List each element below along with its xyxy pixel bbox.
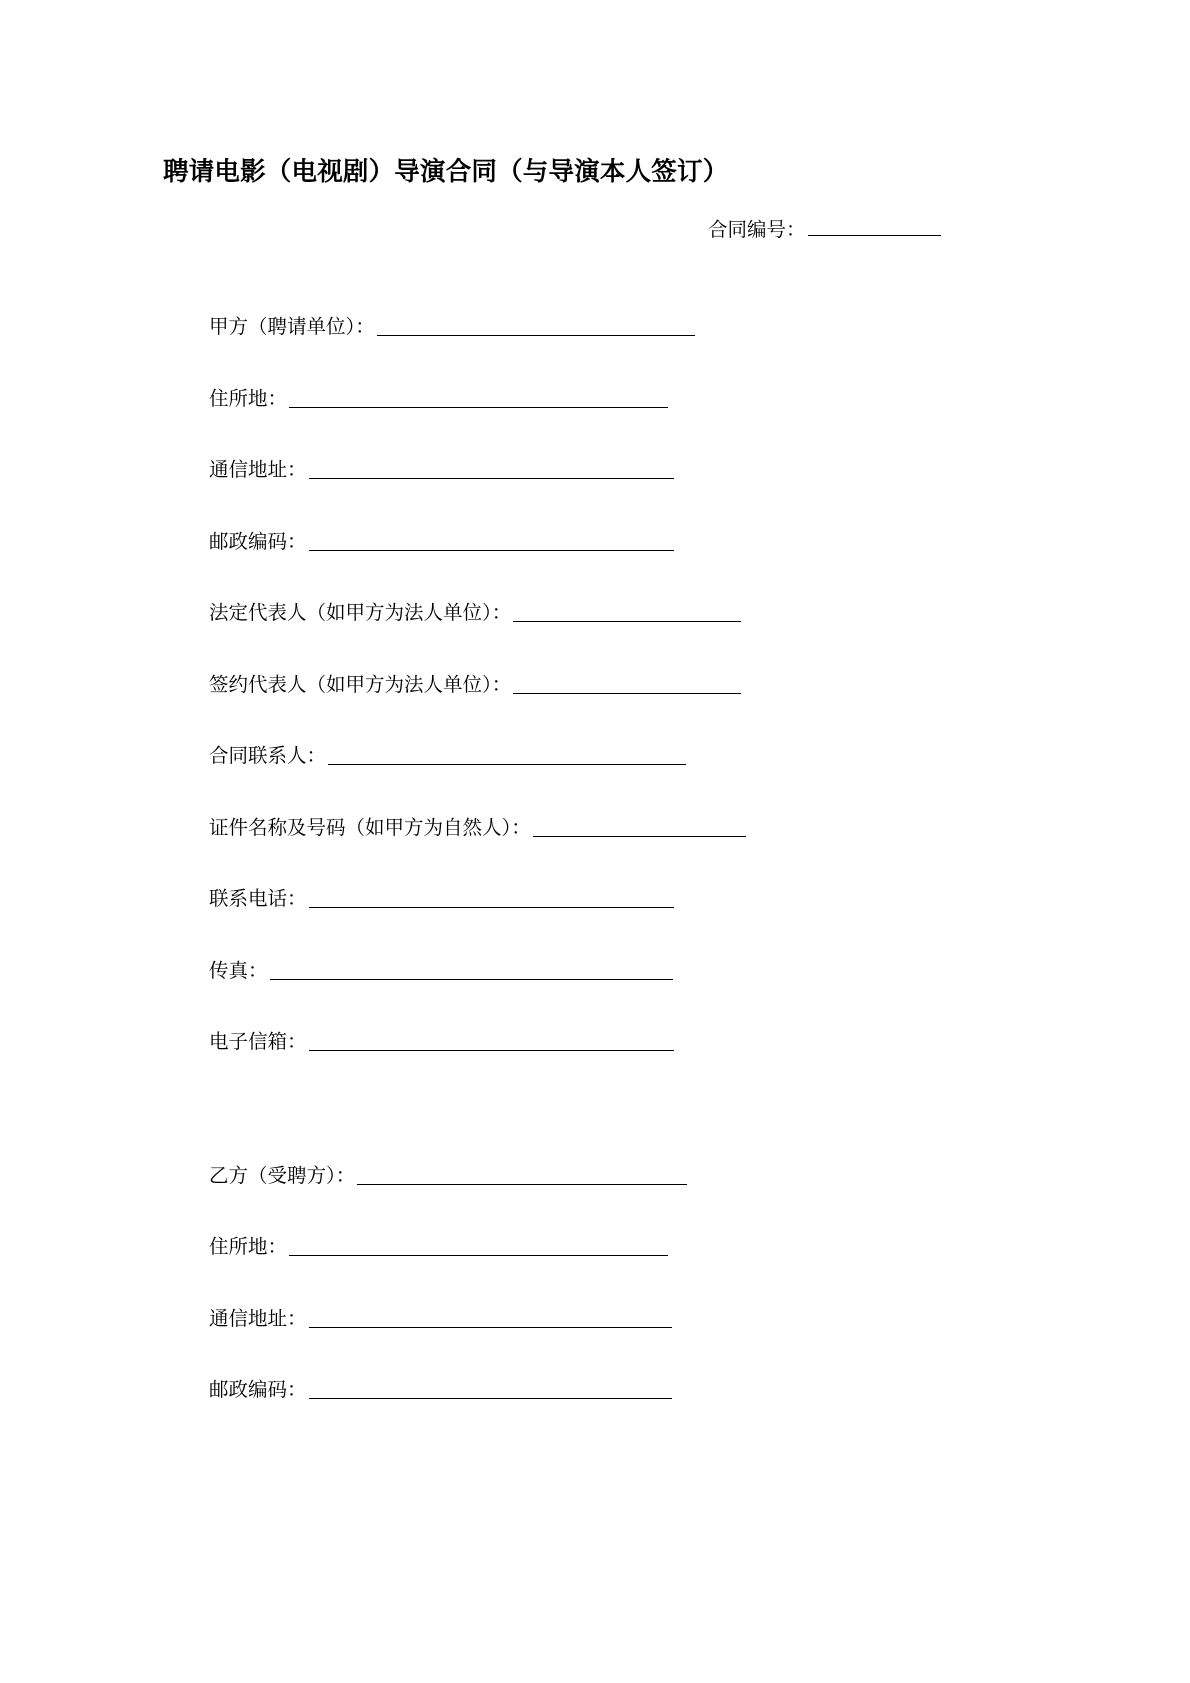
field-input[interactable] bbox=[328, 745, 686, 765]
field-label: 法定代表人（如甲方为法人单位）： bbox=[209, 602, 512, 624]
field-input[interactable] bbox=[309, 1031, 674, 1051]
field-row bbox=[209, 1031, 969, 1103]
field-input[interactable] bbox=[289, 1236, 668, 1256]
field-input[interactable] bbox=[357, 1165, 687, 1185]
field-label: 住所地： bbox=[209, 387, 288, 410]
field-label: 联系电话： bbox=[209, 888, 307, 910]
page-title: 聘请电影（电视剧）导演合同（与导演本人签订） bbox=[163, 157, 729, 187]
field-row bbox=[209, 888, 969, 960]
field-input[interactable] bbox=[309, 459, 674, 479]
form-fields bbox=[209, 316, 969, 1451]
field-row bbox=[209, 602, 969, 674]
field-input[interactable] bbox=[270, 960, 673, 980]
field-input[interactable] bbox=[377, 316, 695, 336]
contract-number-input[interactable] bbox=[808, 218, 941, 236]
party-b-field-group bbox=[209, 1165, 969, 1451]
field-row bbox=[209, 817, 969, 889]
party-a-field-group bbox=[209, 316, 969, 1103]
field-label: 通信地址： bbox=[209, 1307, 307, 1330]
contract-number-row bbox=[708, 218, 941, 242]
field-row bbox=[209, 960, 969, 1032]
field-row bbox=[209, 459, 969, 531]
field-label: 住所地： bbox=[209, 1236, 288, 1258]
field-label: 乙方（受聘方）： bbox=[209, 1164, 356, 1187]
field-label: 签约代表人（如甲方为法人单位）： bbox=[209, 673, 512, 696]
field-label: 甲方（聘请单位）： bbox=[209, 316, 375, 338]
field-label: 邮政编码： bbox=[209, 530, 307, 553]
field-row bbox=[209, 1236, 969, 1308]
field-input[interactable] bbox=[513, 674, 741, 694]
field-input[interactable] bbox=[309, 1308, 672, 1328]
field-row bbox=[209, 316, 969, 388]
field-row bbox=[209, 1165, 969, 1237]
field-row bbox=[209, 745, 969, 817]
field-label: 邮政编码： bbox=[209, 1379, 307, 1401]
field-label: 通信地址： bbox=[209, 459, 307, 481]
field-row bbox=[209, 531, 969, 603]
field-input[interactable] bbox=[289, 388, 668, 408]
field-row bbox=[209, 674, 969, 746]
field-label: 传真： bbox=[209, 959, 268, 982]
field-input[interactable] bbox=[533, 817, 746, 837]
field-row bbox=[209, 1379, 969, 1451]
field-input[interactable] bbox=[309, 888, 674, 908]
field-input[interactable] bbox=[309, 531, 674, 551]
field-input[interactable] bbox=[309, 1379, 672, 1399]
field-label: 电子信箱： bbox=[209, 1031, 307, 1053]
field-input[interactable] bbox=[513, 602, 741, 622]
field-row bbox=[209, 388, 969, 460]
contract-number-label: 合同编号： bbox=[708, 219, 806, 241]
field-label: 合同联系人： bbox=[209, 745, 327, 767]
field-row bbox=[209, 1308, 969, 1380]
field-label: 证件名称及号码（如甲方为自然人）： bbox=[209, 816, 531, 839]
